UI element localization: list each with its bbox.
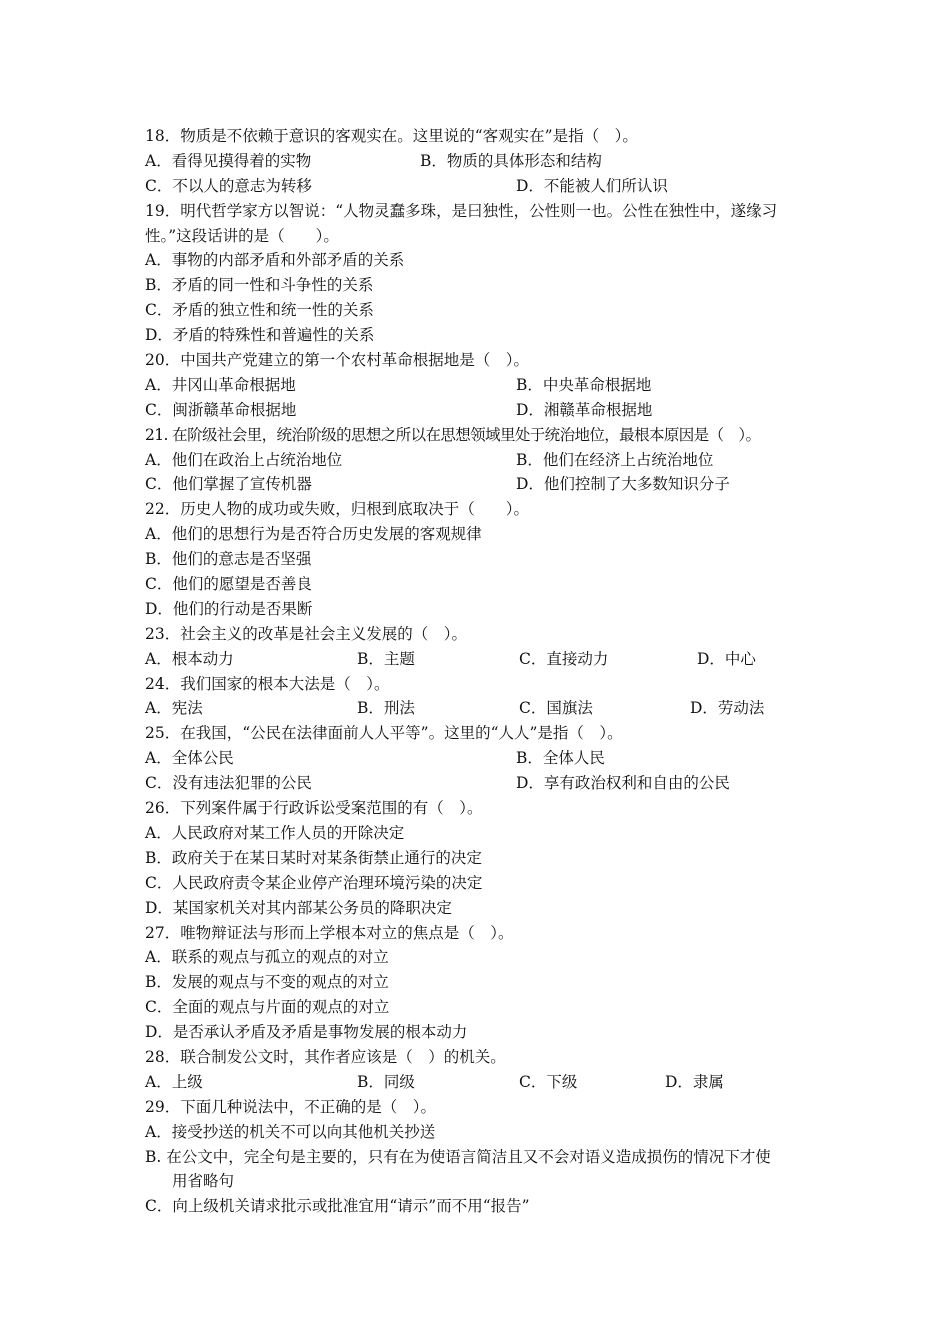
question-23-option-c: C．直接动力 bbox=[519, 649, 609, 668]
question-28-option-c: C．下级 bbox=[519, 1072, 578, 1091]
question-29-option-a: A．接受抄送的机关不可以向其他机关抄送 bbox=[145, 1122, 436, 1141]
question-28-option-d: D．隶属 bbox=[665, 1072, 724, 1091]
question-25-option-b: B．全体人民 bbox=[516, 749, 605, 768]
question-18-option-b: B．物质的具体形态和结构 bbox=[420, 151, 602, 170]
question-23-option-b: B．主题 bbox=[357, 649, 415, 668]
question-22-option-a: A．他们的思想行为是否符合历史发展的客观规律 bbox=[145, 525, 482, 544]
question-24-stem: 24．我们国家的根本大法是（ ）。 bbox=[145, 674, 390, 693]
question-19-option-b: B．矛盾的同一性和斗争性的关系 bbox=[145, 276, 374, 295]
question-24-option-c: C．国旗法 bbox=[519, 699, 593, 718]
question-22-option-b: B．他们的意志是否坚强 bbox=[145, 550, 312, 569]
question-20-option-c: C．闽浙赣革命根据地 bbox=[145, 400, 297, 419]
question-28-option-b: B．同级 bbox=[357, 1072, 415, 1091]
question-21-option-a: A．他们在政治上占统治地位 bbox=[145, 450, 343, 469]
question-18-stem: 18．物质是不依赖于意识的客观实在。这里说的“客观实在”是指（ ）。 bbox=[145, 127, 638, 145]
question-18-options-row-2 bbox=[145, 174, 813, 199]
question-21-option-b: B．他们在经济上占统治地位 bbox=[516, 450, 714, 469]
question-23-stem: 23．社会主义的改革是社会主义发展的（ ）。 bbox=[145, 624, 467, 643]
question-25-options-row-2 bbox=[145, 771, 813, 796]
question-29-option-c: C．向上级机关请求批示或批准宜用“请示”而不用“报告” bbox=[145, 1197, 530, 1216]
question-28-option-a: A．上级 bbox=[145, 1072, 203, 1091]
question-24-option-a: A．宪法 bbox=[145, 699, 203, 718]
question-27-option-a: A．联系的观点与孤立的观点的对立 bbox=[145, 948, 389, 967]
question-24-options-row bbox=[145, 696, 813, 721]
question-19-option-c: C．矛盾的独立性和统一性的关系 bbox=[145, 301, 374, 320]
question-28-options-row bbox=[145, 1070, 813, 1095]
question-19-option-d: D．矛盾的特殊性和普遍性的关系 bbox=[145, 326, 375, 345]
question-18-option-a: A．看得见摸得着的实物 bbox=[145, 151, 312, 170]
question-21-options-row-2 bbox=[145, 472, 813, 497]
question-25-option-d: D．享有政治权利和自由的公民 bbox=[516, 774, 730, 793]
question-29-stem: 29．下面几种说法中，不正确的是（ ）。 bbox=[145, 1097, 436, 1116]
question-24-option-b: B．刑法 bbox=[357, 699, 415, 718]
question-20-options-row-2 bbox=[145, 398, 813, 423]
question-list bbox=[145, 124, 813, 1219]
question-26-option-d: D．某国家机关对其内部某公务员的降职决定 bbox=[145, 898, 452, 917]
question-19-option-a: A．事物的内部矛盾和外部矛盾的关系 bbox=[145, 251, 405, 270]
question-21-option-d: D．他们控制了大多数知识分子 bbox=[516, 475, 730, 494]
question-23-options-row bbox=[145, 647, 813, 672]
question-22-option-d: D．他们的行动是否果断 bbox=[145, 599, 313, 618]
question-27-option-c: C．全面的观点与片面的观点的对立 bbox=[145, 998, 390, 1017]
question-19-stem-line-1: 19．明代哲学家方以智说：“人物灵蠢多珠，是曰独性，公性则一也。公性在独性中，遂缘习 bbox=[145, 201, 778, 220]
question-21-stem: 21. 在阶级社会里，统治阶级的思想之所以在思想领域里处于统治地位，最根本原因是（ ）。 bbox=[145, 425, 761, 444]
question-25-option-a: A．全体公民 bbox=[145, 749, 234, 768]
question-29-option-b: B. 在公文中，完全句是主要的，只有在为使语言简洁且又不会对语义造成损伤的情况下才使 bbox=[145, 1147, 771, 1166]
question-27-option-b: B．发展的观点与不变的观点的对立 bbox=[145, 973, 389, 992]
question-26-option-b: B．政府关于在某日某时对某条街禁止通行的决定 bbox=[145, 848, 482, 867]
question-25-option-c: C．没有违法犯罪的公民 bbox=[145, 774, 312, 793]
question-18-options-row-1 bbox=[145, 149, 813, 174]
question-26-option-a: A．人民政府对某工作人员的开除决定 bbox=[145, 823, 405, 842]
question-29-option-b-continuation: 用省略句 bbox=[172, 1172, 235, 1191]
question-28-stem: 28．联合制发公文时，其作者应该是（ ）的机关。 bbox=[145, 1047, 506, 1066]
question-26-option-c: C．人民政府责令某企业停产治理环境污染的决定 bbox=[145, 873, 483, 892]
question-20-options-row-1 bbox=[145, 373, 813, 398]
question-18-option-d: D．不能被人们所认识 bbox=[516, 176, 668, 195]
question-19-stem-line-2: 性。”这段话讲的是（ ）。 bbox=[145, 226, 339, 245]
question-22-option-c: C．他们的愿望是否善良 bbox=[145, 575, 312, 594]
question-21-option-c: C．他们掌握了宣传机器 bbox=[145, 475, 312, 494]
question-26-stem: 26．下列案件属于行政诉讼受案范围的有（ ）。 bbox=[145, 799, 483, 818]
question-22-stem: 22．历史人物的成功或失败，归根到底取决于（ ）。 bbox=[145, 500, 529, 519]
question-23-option-a: A．根本动力 bbox=[145, 649, 234, 668]
question-20-option-d: D．湘赣革命根据地 bbox=[516, 400, 653, 419]
question-24-option-d: D．劳动法 bbox=[690, 699, 765, 718]
question-21-options-row-1 bbox=[145, 448, 813, 473]
question-18-option-c: C．不以人的意志为转移 bbox=[145, 176, 312, 195]
question-27-option-d: D．是否承认矛盾及矛盾是事物发展的根本动力 bbox=[145, 1023, 468, 1042]
question-23-option-d: D．中心 bbox=[697, 649, 756, 668]
question-27-stem: 27．唯物辩证法与形而上学根本对立的焦点是（ ）。 bbox=[145, 923, 514, 942]
question-20-option-b: B．中央革命根据地 bbox=[516, 375, 652, 394]
question-25-stem: 25．在我国，“公民在法律面前人人平等”。这里的“人人”是指（ ）。 bbox=[145, 724, 623, 743]
question-20-stem: 20．中国共产党建立的第一个农村革命根据地是（ ）。 bbox=[145, 351, 529, 370]
question-20-option-a: A．井冈山革命根据地 bbox=[145, 375, 296, 394]
question-25-options-row-1 bbox=[145, 746, 813, 771]
